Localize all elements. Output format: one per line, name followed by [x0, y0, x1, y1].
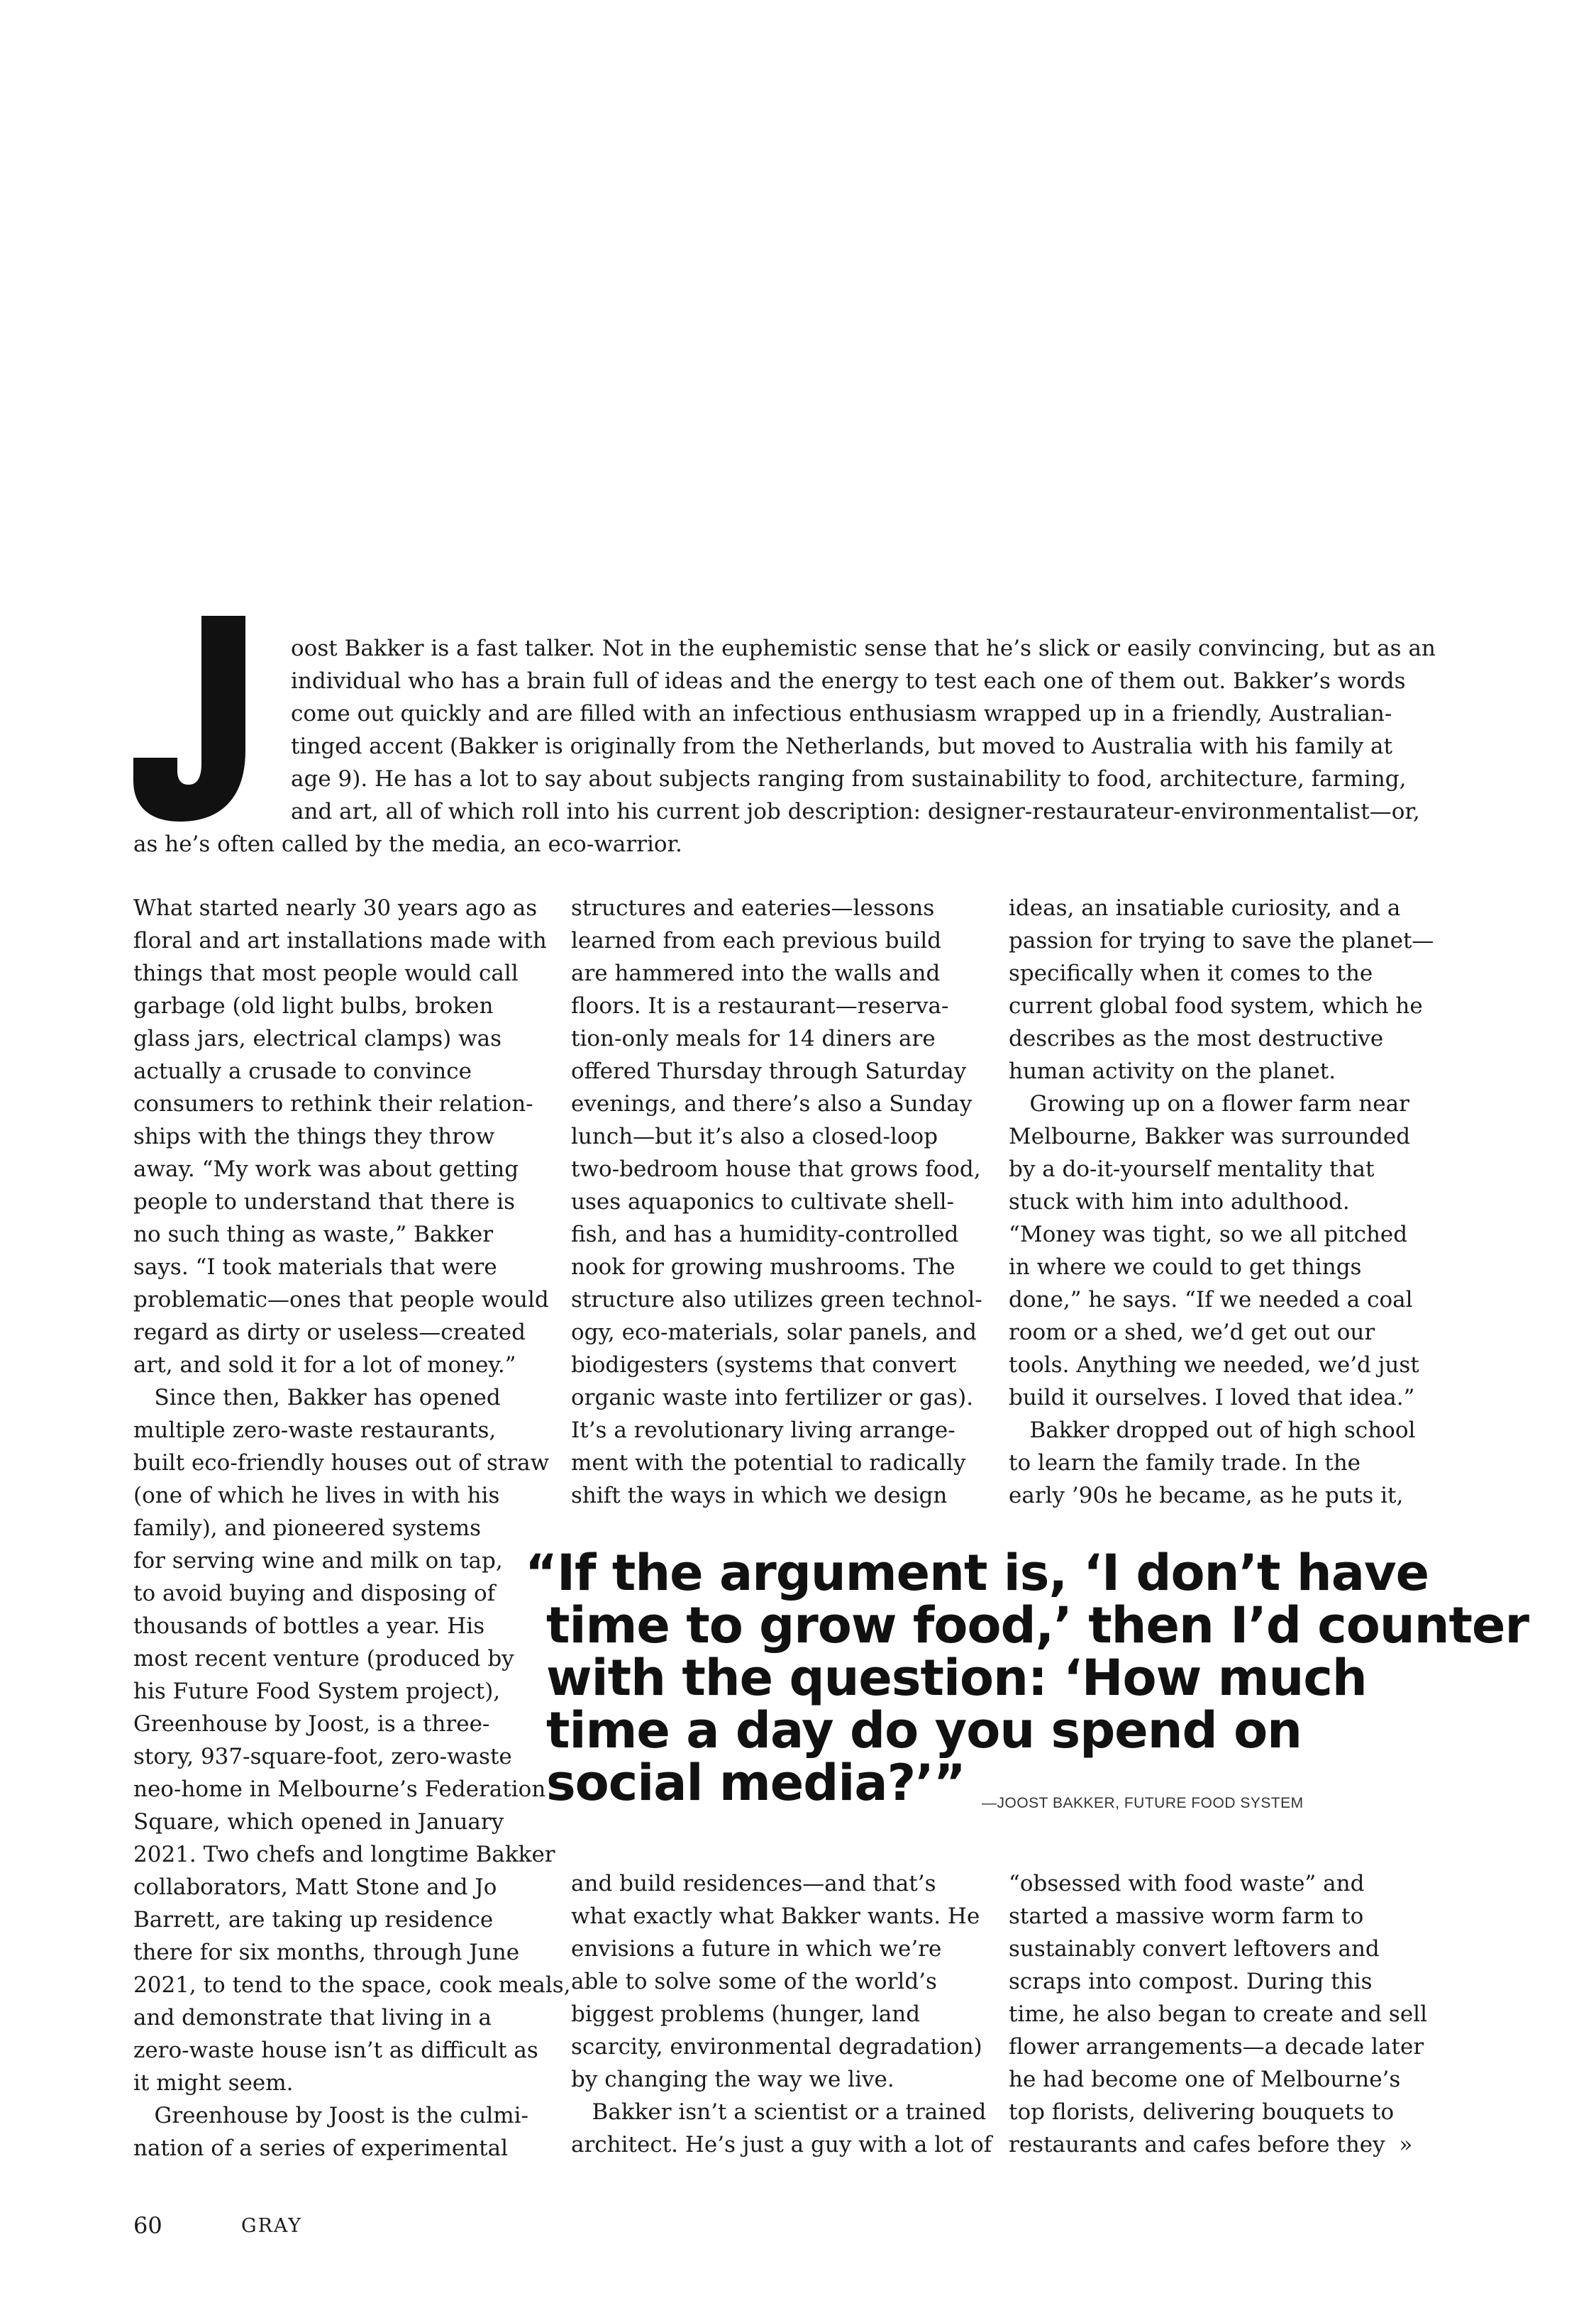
body-line: most recent venture (produced by [133, 1646, 514, 1672]
body-line: in where we could to get things [1009, 1254, 1362, 1280]
body-line: scarcity, environmental degradation) [571, 2034, 982, 2060]
body-line: family), and pioneered systems [133, 1515, 482, 1541]
body-line: actually a crusade to convince [133, 1059, 472, 1084]
pull-quote-line: social media?’” [546, 1754, 965, 1812]
body-line: floors. It is a restaurant—reserva- [571, 993, 949, 1019]
intro-line: and art, all of which roll into his current job description: designer-restaurateur-environmentalist—or, [291, 799, 1420, 824]
body-line: neo-home in Melbourne’s Federation [133, 1777, 546, 1802]
body-line: “Money was tight, so we all pitched [1009, 1222, 1408, 1247]
body-line: It’s a revolutionary living arrange- [571, 1418, 955, 1443]
body-line: his Future Food System project), [133, 1679, 501, 1704]
body-line: away. “My work was about getting [133, 1156, 519, 1182]
intro-line: oost Bakker is a fast talker. Not in the euphemistic sense that he’s slick or easily convincing, but as an [291, 636, 1436, 661]
body-line: organic waste into fertilizer or gas). [571, 1385, 974, 1410]
body-line: flower arrangements—a decade later [1009, 2034, 1424, 2060]
body-line: time, he also began to create and sell [1009, 2001, 1428, 2027]
body-line: Melbourne, Bakker was surrounded [1009, 1124, 1411, 1149]
body-line: Bakker dropped out of high school [1009, 1418, 1416, 1443]
pull-quote-line: “If the argument is, ‘I don’t have [525, 1544, 1429, 1602]
body-line: art, and sold it for a lot of money.” [133, 1352, 516, 1378]
body-line: done,” he says. “If we needed a coal [1009, 1287, 1413, 1313]
body-line: Bakker isn’t a scientist or a trained [571, 2099, 987, 2125]
magazine-name: GRAY [241, 2215, 303, 2237]
body-line: for serving wine and milk on tap, [133, 1548, 503, 1574]
body-line: structure also utilizes green technol- [571, 1287, 982, 1313]
body-line: specifically when it comes to the [1009, 961, 1373, 986]
body-line: biggest problems (hunger, land [571, 2001, 921, 2027]
body-line: started a massive worm farm to [1009, 1904, 1364, 1929]
body-line: Barrett, are taking up residence [133, 1907, 494, 1933]
body-line: envisions a future in which we’re [571, 1936, 942, 1962]
body-line: nook for growing mushrooms. The [571, 1254, 955, 1280]
body-line: build it ourselves. I loved that idea.” [1009, 1385, 1415, 1410]
body-line: and demonstrate that living in a [133, 2005, 492, 2031]
body-line: no such thing as waste,” Bakker [133, 1222, 494, 1247]
body-line: restaurants and cafes before they » [1009, 2132, 1413, 2157]
column-1 [133, 892, 571, 2165]
pull-quote-attribution: —JOOST BAKKER, FUTURE FOOD SYSTEM [982, 1795, 1304, 1811]
body-line: (one of which he lives in with his [133, 1483, 500, 1508]
body-line: 2021. Two chefs and longtime Bakker [133, 1842, 555, 1867]
body-line: evenings, and there’s also a Sunday [571, 1091, 972, 1117]
body-line: ships with the things they throw [133, 1124, 495, 1149]
body-line: sustainably convert leftovers and [1009, 1936, 1380, 1962]
body-line: to learn the family trade. In the [1009, 1450, 1361, 1476]
body-line: glass jars, electrical clamps) was [133, 1026, 501, 1051]
intro-line: come out quickly and are filled with an infectious enthusiasm wrapped up in a friendly, Australian- [291, 701, 1392, 726]
body-line: says. “I took materials that were [133, 1254, 497, 1280]
body-line: What started nearly 30 years ago as [133, 895, 538, 921]
body-line: there for six months, through June [133, 1940, 520, 1965]
body-line: offered Thursday through Saturday [571, 1059, 967, 1084]
body-line: structures and eateries—lessons [571, 895, 935, 921]
body-line: able to solve some of the world’s [571, 1969, 937, 1994]
body-line: tion-only meals for 14 diners are [571, 1026, 936, 1051]
body-line: ideas, an insatiable curiosity, and a [1009, 895, 1401, 921]
drop-cap-j [133, 616, 247, 822]
body-line: learned from each previous build [571, 928, 942, 954]
body-line: zero-waste house isn’t as difficult as [133, 2038, 538, 2063]
body-line: Greenhouse by Joost is the culmi- [133, 2103, 529, 2128]
body-line: and build residences—and that’s [571, 1871, 936, 1896]
body-line: Square, which opened in January [133, 1809, 504, 1835]
body-line: fish, and has a humidity-controlled [571, 1222, 959, 1247]
intro-line: as he’s often called by the media, an eco-warrior. [133, 831, 682, 857]
body-line: scraps into compost. During this [1009, 1969, 1373, 1994]
body-line: early ’90s he became, as he puts it, [1009, 1483, 1404, 1508]
body-line: biodigesters (systems that convert [571, 1352, 957, 1378]
column-3-top [1009, 892, 1448, 1512]
body-line: built eco-friendly houses out of straw [133, 1450, 550, 1476]
body-line: by changing the way we live. [571, 2067, 894, 2092]
pull-quote-line: with the question: ‘How much [546, 1649, 1367, 1707]
body-line: Growing up on a flower farm near [1009, 1091, 1409, 1117]
body-line: 2021, to tend to the space, cook meals, [133, 1972, 571, 1998]
body-line: it might seem. [133, 2070, 294, 2096]
page-number: 60 [133, 2212, 162, 2239]
body-line: collaborators, Matt Stone and Jo [133, 1874, 497, 1900]
body-line: by a do-it-yourself mentality that [1009, 1156, 1375, 1182]
body-line: describes as the most destructive [1009, 1026, 1384, 1051]
body-line: problematic—ones that people would [133, 1287, 549, 1313]
body-line: lunch—but it’s also a closed-loop [571, 1124, 938, 1149]
column-3-bottom [1009, 1867, 1448, 2161]
body-line: passion for trying to save the planet— [1009, 928, 1434, 954]
body-line: top florists, delivering bouquets to [1009, 2099, 1395, 2125]
intro-line: individual who has a brain full of ideas and the energy to test each one of them out. Bakker’s words [291, 668, 1406, 694]
body-line: shift the ways in which we design [571, 1483, 948, 1508]
body-line: human activity on the planet. [1009, 1059, 1336, 1084]
intro-line: age 9). He has a lot to say about subjects ranging from sustainability to food, architecture, farming, [291, 766, 1407, 792]
body-line: garbage (old light bulbs, broken [133, 993, 494, 1019]
body-line: current global food system, which he [1009, 993, 1423, 1019]
pull-quote-line: time a day do you spend on [546, 1701, 1302, 1759]
body-line: to avoid buying and disposing of [133, 1581, 496, 1606]
body-line: room or a shed, we’d get out our [1009, 1320, 1375, 1345]
intro-line: tinged accent (Bakker is originally from the Netherlands, but moved to Australia with his family at [291, 734, 1392, 759]
body-line: stuck with him into adulthood. [1009, 1189, 1350, 1215]
pull-quote-line: time to grow food,’ then I’d counter [546, 1596, 1529, 1654]
column-2-top [571, 892, 990, 1512]
body-line: what exactly what Bakker wants. He [571, 1904, 980, 1929]
body-line: nation of a series of experimental [133, 2136, 509, 2161]
body-line: he had become one of Melbourne’s [1009, 2067, 1401, 2092]
body-line: tools. Anything we needed, we’d just [1009, 1352, 1419, 1378]
body-line: Greenhouse by Joost, is a three- [133, 1711, 490, 1737]
body-line: “obsessed with food waste” and [1009, 1871, 1365, 1896]
body-line: uses aquaponics to cultivate shell- [571, 1189, 955, 1215]
body-line: thousands of bottles a year. His [133, 1613, 485, 1639]
body-line: multiple zero-waste restaurants, [133, 1418, 497, 1443]
body-line: ment with the potential to radically [571, 1450, 966, 1476]
body-line: floral and art installations made with [133, 928, 547, 954]
body-line: Since then, Bakker has opened [133, 1385, 501, 1410]
body-line: story, 937-square-foot, zero-waste [133, 1744, 512, 1769]
body-line: are hammered into the walls and [571, 961, 941, 986]
body-line: ogy, eco-materials, solar panels, and [571, 1320, 977, 1345]
body-line: consumers to rethink their relation- [133, 1091, 533, 1117]
body-line: people to understand that there is [133, 1189, 516, 1215]
body-line: things that most people would call [133, 961, 519, 986]
body-line: architect. He’s just a guy with a lot of [571, 2132, 992, 2157]
pull-quote [525, 1544, 1529, 1812]
body-line: regard as dirty or useless—created [133, 1320, 526, 1345]
body-line: two-bedroom house that grows food, [571, 1156, 981, 1182]
column-2-bottom [571, 1867, 990, 2161]
